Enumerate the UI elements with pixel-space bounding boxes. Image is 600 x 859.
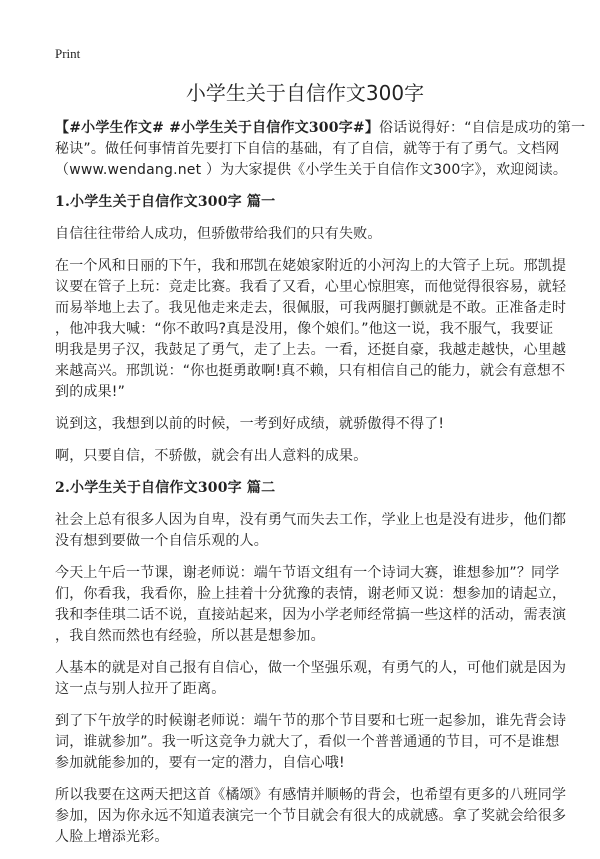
document-body (55, 80, 586, 859)
text-line: 而易举地上去了。我见他走来走去，很佩服，可我两腿打颤就是不敢。正准备走时 (55, 300, 567, 316)
intro-line: （www.wendang.net ）为大家提供《小学生关于自信作文300字》，欢迎阅读。 (55, 162, 568, 178)
text-line: 来越高兴。邢凯说：“你也挺勇敢啊!真不赖，只有相信自己的能力，就会有意想不 (55, 363, 566, 379)
text-line: 明我是男子汉，我鼓足了勇气，走了上去。一看，还挺自豪，我越走越快，心里越 (55, 342, 567, 358)
intro-line: 俗话说得好：“自信是成功的第一 (379, 120, 586, 136)
sections (55, 192, 567, 848)
paragraph (55, 256, 567, 403)
intro-paragraph (55, 118, 586, 181)
text-line: 议要在管子上玩：竞走比赛。我看了又看，心里心惊胆寒，而他觉得很容易，就轻 (55, 279, 567, 295)
paragraph (55, 224, 555, 245)
text-line: 所以我要在这两天把这首《橘颂》有感情并顺畅的背会，也希望有更多的八班同学 (55, 787, 567, 803)
text-line: 们，你看我，我看你，脸上挂着十分犹豫的表情，谢老师又说：想参加的请起立， (55, 586, 567, 602)
section-heading (55, 192, 555, 213)
page-title: 小学生关于自信作文300字 (185, 81, 425, 105)
paragraph (55, 414, 555, 435)
text-line: 参加就能参加的，要有一定的潜力，自信心哦! (55, 755, 345, 771)
section-heading (55, 478, 555, 499)
paragraph (55, 510, 567, 552)
text-line: 在一个风和日丽的下午，我和邢凯在姥娘家附近的小河沟上的大管子上玩。邢凯提 (55, 258, 567, 274)
text-line: 人基本的就是对自己报有自信心，做一个坚强乐观，有勇气的人，可他们就是因为 (55, 660, 567, 676)
intro-line: 秘诀”。做任何事情首先要打下自信的基础，有了自信，就等于有了勇气。文档网 (55, 141, 560, 157)
text-line (55, 118, 586, 139)
section-heading-text: 1.小学生关于自信作文300字 篇一 (55, 194, 276, 210)
paragraph (55, 711, 567, 774)
text-line: 社会上总有很多人因为自卑，没有勇气而失去工作，学业上也是没有进步，他们都 (55, 512, 567, 528)
text-line: 这一点与别人拉开了距离。 (55, 681, 226, 697)
text-line: 参加，因为你永远不知道表演完一个节目就会有很大的成就感。拿了奖就会给很多 (55, 808, 567, 824)
paragraph (55, 563, 567, 647)
text-line: 我和李佳琪二话不说，直接站起来，因为小学老师经常搞一些这样的活动，需表演 (55, 607, 567, 623)
paragraph (55, 446, 555, 467)
text-line: 没有想到要做一个自信乐观的人。 (55, 533, 268, 549)
paragraph (55, 658, 567, 700)
text-line: 到的成果!” (55, 384, 126, 400)
paragraph (55, 785, 567, 848)
text-line: ，我自然而然也有经验，所以甚是想参加。 (55, 628, 325, 644)
section-heading-text: 2.小学生关于自信作文300字 篇二 (55, 480, 276, 496)
text-line: 啊，只要自信，不骄傲，就会有出人意料的成果。 (55, 448, 368, 464)
text-line: 今天上午后一节课，谢老师说：端午节语文组有一个诗词大赛，谁想参加”？同学 (55, 565, 560, 581)
text-line: 到了下午放学的时候谢老师说：端午节的那个节目要和七班一起参加，谁先背会诗 (55, 713, 567, 729)
text-line: 词，谁就参加”。我一听这竞争力就大了，看似一个普普通通的节目，可不是谁想 (55, 734, 560, 750)
text-line: ，他冲我大喊：“你不敢吗?真是没用，像个娘们。”他这一说，我不服气，我要证 (55, 321, 554, 337)
text-line: 自信往往带给人成功，但骄傲带给我们的只有失败。 (55, 226, 382, 242)
print-link[interactable]: Print (55, 46, 81, 61)
text-line: 人脸上增添光彩。 (55, 829, 169, 845)
intro-tags: 【#小学生作文# #小学生关于自信作文300字#】 (55, 120, 380, 136)
text-line: 说到这，我想到以前的时候，一考到好成绩，就骄傲得不得了! (55, 416, 445, 432)
